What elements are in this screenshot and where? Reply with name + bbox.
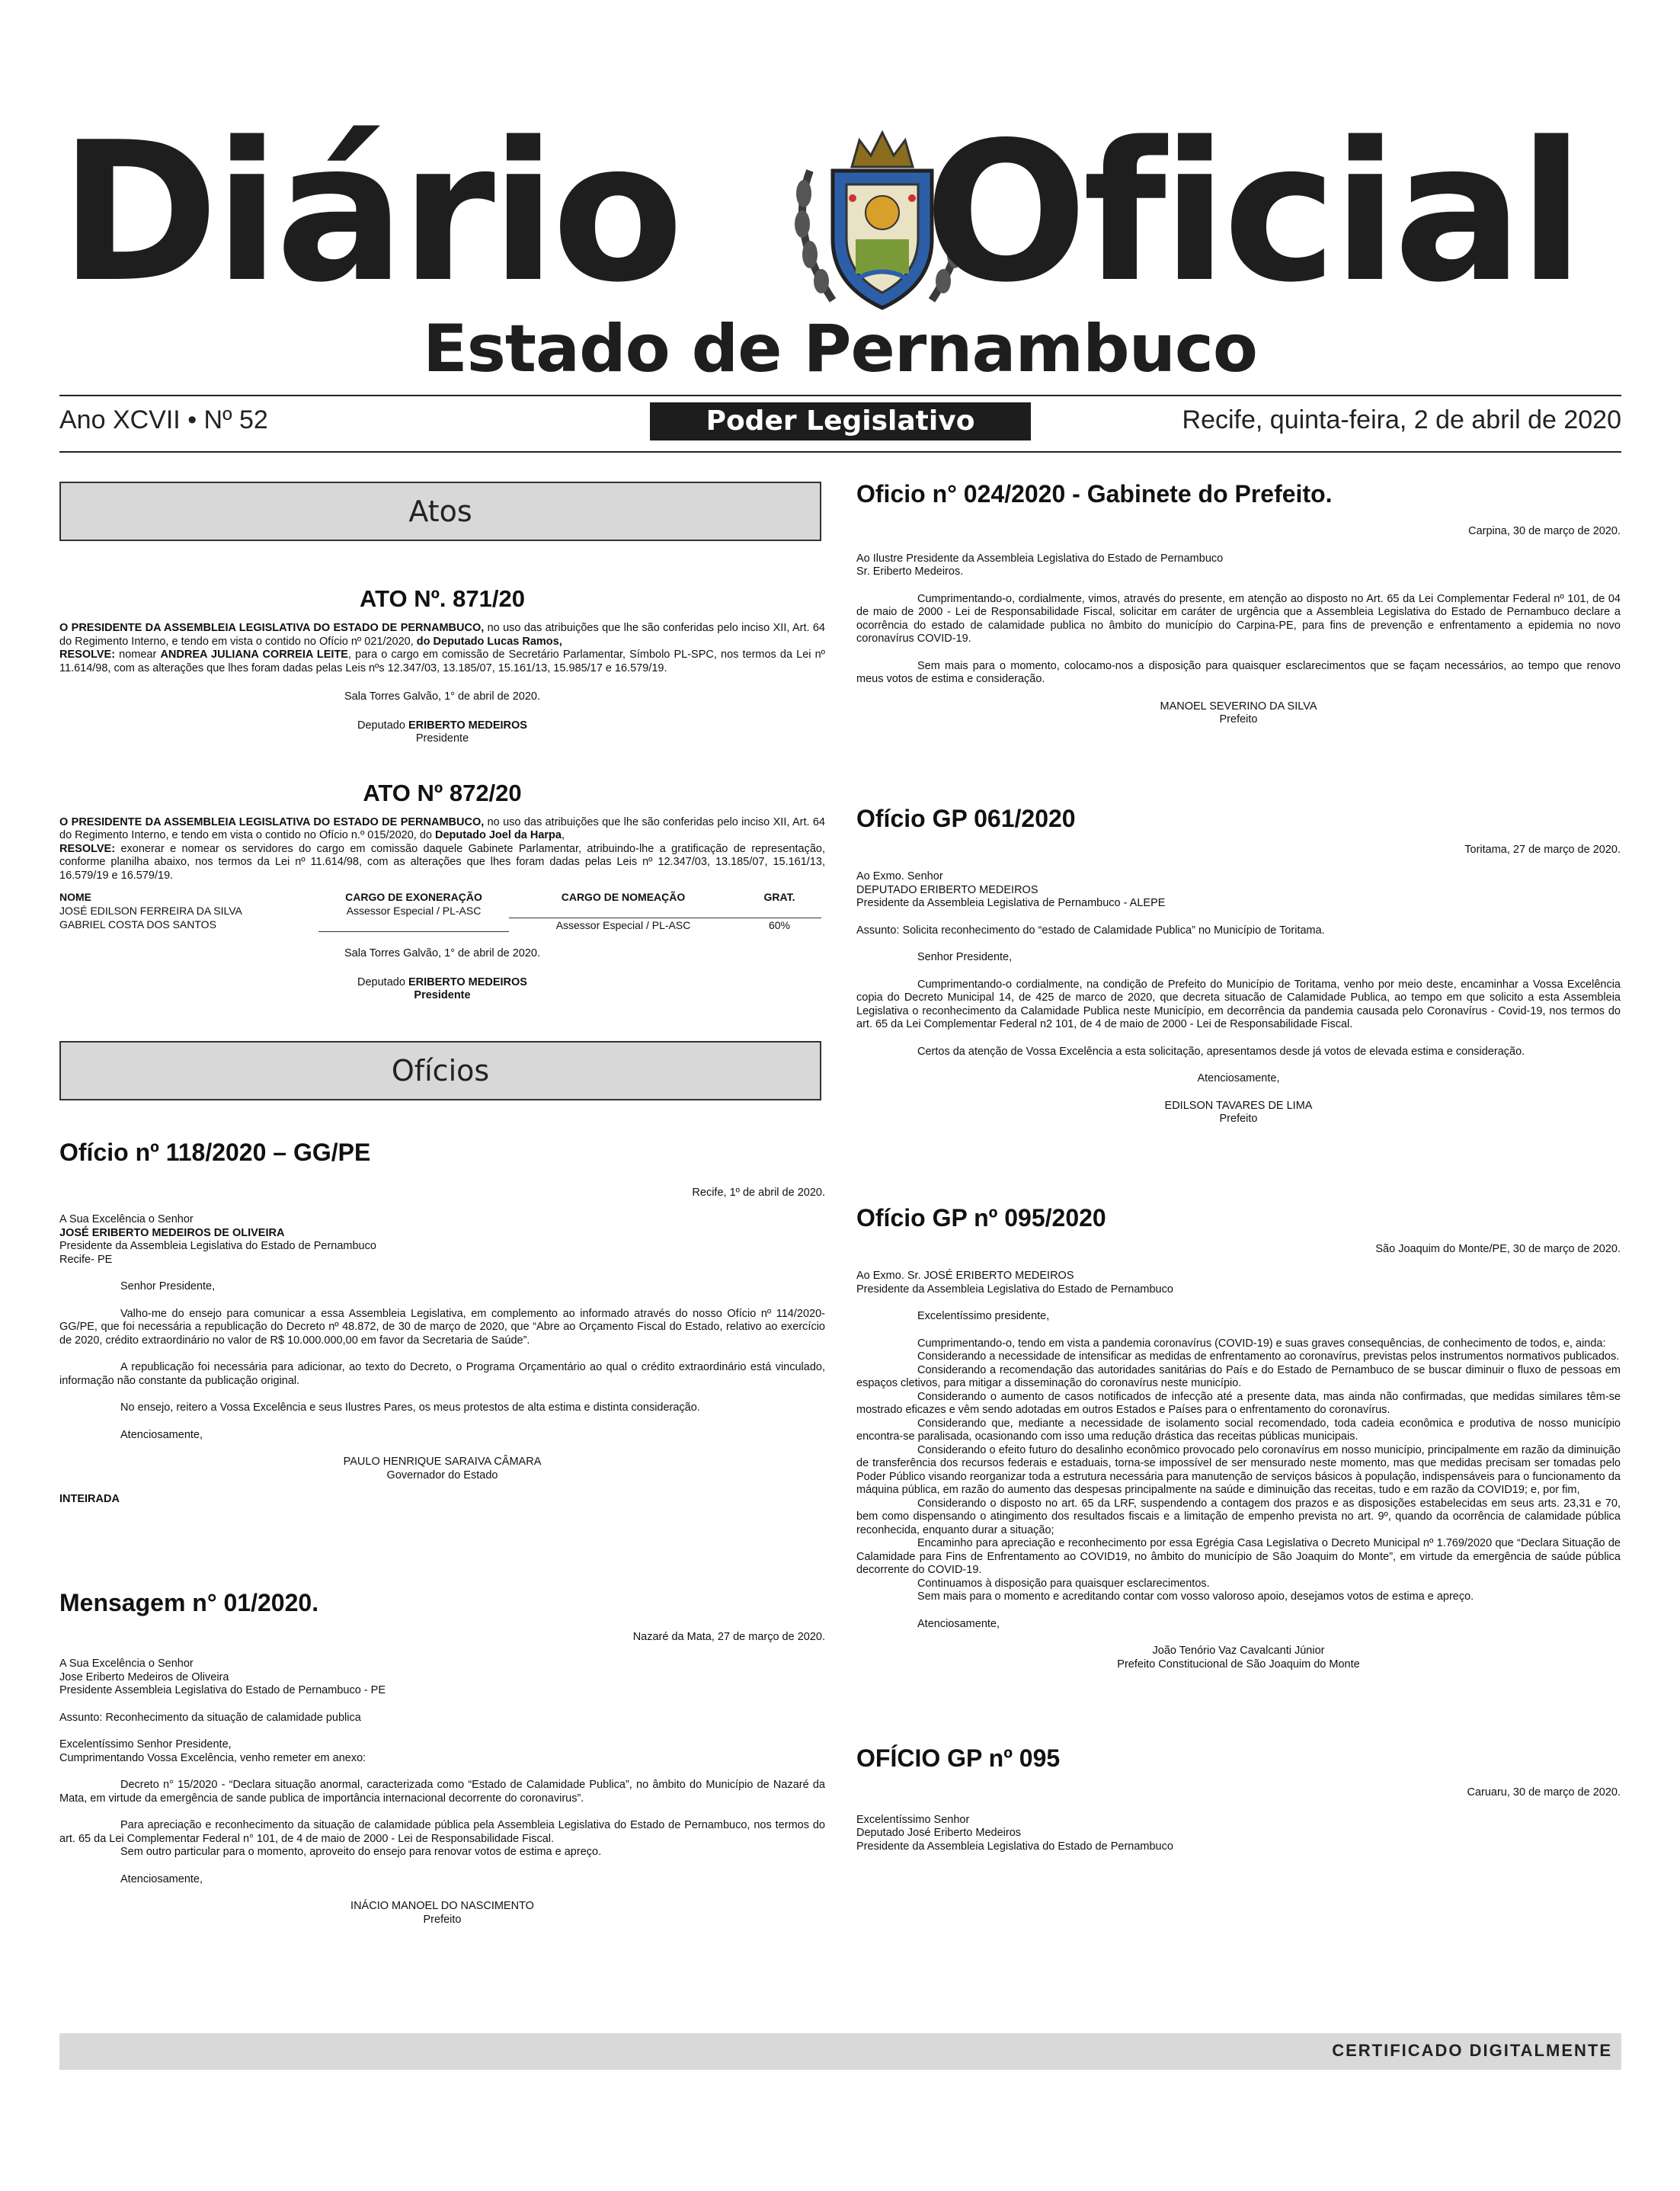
oficio-061-closing: Atenciosamente, xyxy=(1197,1072,1280,1084)
oficio-095-caruaru-title: OFÍCIO GP nº 095 xyxy=(856,1744,1061,1772)
mensagem-01-greeting-1: Excelentíssimo Senhor Presidente, xyxy=(59,1738,232,1751)
table-row xyxy=(59,904,821,918)
oficio-095-paragraph-10: Sem mais para o momento e acreditando contar com vosso valoroso apoio, desejamos votos de estima e apreço. xyxy=(917,1590,1474,1603)
oficio-061-title: Ofício GP 061/2020 xyxy=(856,804,1076,832)
mensagem-01-subject: Assunto: Reconhecimento da situação de calamidade publica xyxy=(59,1711,361,1724)
oficio-118-recipient-role: Presidente da Assembleia Legislativa do Estado de Pernambuco xyxy=(59,1240,376,1252)
oficio-095-date: São Joaquim do Monte/PE, 30 de março de 2020. xyxy=(1375,1242,1621,1255)
oficio-118-date: Recife, 1º de abril de 2020. xyxy=(692,1186,825,1199)
oficio-095-closing: Atenciosamente, xyxy=(917,1617,1000,1630)
table-cell xyxy=(509,904,738,918)
oficio-095-signer: João Tenório Vaz Cavalcanti Júnior xyxy=(1152,1645,1325,1657)
oficio-095-caruaru xyxy=(856,1744,1621,1853)
mensagem-01-greeting-2: Cumprimentando Vossa Excelência, venho remeter em anexo: xyxy=(59,1751,366,1764)
ato-871-title: ATO Nº. 871/20 xyxy=(360,585,525,612)
masthead-subtitle: Estado de Pernambuco xyxy=(423,311,1257,387)
footer-bar xyxy=(59,2033,1621,2070)
ato-871-role: Presidente xyxy=(415,732,469,745)
masthead-title-right: Oficial xyxy=(924,101,1580,325)
ato-871-paragraph-1: O PRESIDENTE DA ASSEMBLEIA LEGISLATIVA DO ESTADO DE PERNAMBUCO, no uso das atribuições que lhe são conferidas pelo inciso XII, Art. 64 do Regimento Interno, e tendo em vista o contido no Ofício nº 021/2020, do Deputado Lucas Ramos, xyxy=(59,622,825,648)
oficio-118-recipient-name: JOSÉ ERIBERTO MEDEIROS DE OLIVEIRA xyxy=(59,1226,285,1239)
oficio-118-paragraph-1: Valho-me do ensejo para comunicar a essa Assembleia Legislativa, em complemento ao informado através do nosso Ofício nº 114/2020-GG/PE, que foi necessária a republicação do Decreto nº 48.872, de 30 de março de 2020, que “Abre ao Orçamento Fiscal do Estado, relativo ao exercício de 2020, crédito extraordinário no valor de R$ 10.000.000,00 em favor da Secretaria de Saúde”. xyxy=(59,1307,825,1347)
mensagem-01-recipient: A Sua Excelência o Senhor xyxy=(59,1658,194,1670)
ato-872-role: Presidente xyxy=(414,989,471,1001)
oficio-095-recipient: Ao Exmo. Sr. JOSÉ ERIBERTO MEDEIROS xyxy=(856,1270,1074,1282)
ato-872-paragraph-2: RESOLVE: exonerar e nomear os servidores do cargo em comissão daquele Gabinete Parlamentar, atribuindo-lhe a gratificação de representação, conforme planilha abaixo, nos termos da Lei nº 11.614/98, com as alterações que lhes foram dadas pelas Leis nº 12.347/03, 13.185/07, 15.161/13, 16.579/19 e 16.579/19. xyxy=(59,842,825,882)
oficio-118-greeting: Senhor Presidente, xyxy=(120,1280,216,1292)
mensagem-01-title: Mensagem n° 01/2020. xyxy=(59,1588,319,1616)
masthead xyxy=(59,101,1621,325)
right-column xyxy=(856,472,1621,1853)
ato-871-paragraph-2: RESOLVE: nomear ANDREA JULIANA CORREIA LEITE, para o cargo em comissão de Secretário Parlamentar, Símbolo PL-SPC, nos termos da Lei nº 11.614/98, com as alterações que lhes foram dadas pelas Leis nºs 12.347/03, 13.185/07, 15.161/13, 15.985/17 e 16.579/19. xyxy=(59,649,825,674)
table-header-nomeacao: CARGO DE NOMEAÇÃO xyxy=(561,891,686,903)
oficio-095-caruaru-recipient: Excelentíssimo Senhor xyxy=(856,1813,970,1826)
oficio-061-paragraph-1: Cumprimentando-o cordialmente, na condição de Prefeito do Município de Toritama, venho por meio deste, encaminhar a Vossa Excelência copia do Decreto Municipal 14, de 425 de marco de 2020, que decreta situacão de Calamidade Publica, ao tempo em que solicito a esta Assembleia Legislativa o reconhecimento da Calamidade Publica neste Município, em decorrência da pandemia causada pelo Coronavírus - Covid-19, nos termos do art. 65 da Lei Complementar Federal n2 101, de 4 de maio de 2000 - Lei de Responsabilidade Fiscal. xyxy=(856,978,1621,1030)
mensagem-01-role: Prefeito xyxy=(423,1913,462,1926)
oficio-095-title: Ofício GP nº 095/2020 xyxy=(856,1203,1106,1232)
ato-872-paragraph-1: O PRESIDENTE DA ASSEMBLEIA LEGISLATIVA DO ESTADO DE PERNAMBUCO, no uso das atribuições que lhe são conferidas pelo inciso XII, Art. 64 do Regimento Interno, e tendo em vista o contido no Ofício n.º 015/2020, do Deputado Joel da Harpa, xyxy=(59,815,825,841)
table-cell: 60% xyxy=(768,918,791,931)
oficio-095-paragraph-2: Considerando a necessidade de intensificar as medidas de enfrentamento ao coronavírus, previstas pelos instrumentos normativos publicados. xyxy=(917,1350,1620,1363)
table-header-exoneracao: CARGO DE EXONERAÇÃO xyxy=(345,891,482,903)
oficio-061-role: Prefeito xyxy=(1219,1113,1258,1125)
oficio-095-paragraph-6: Considerando o efeito futuro do desalinho econômico provocado pelo coronavírus em nosso município, principalmente em razão da diminuição de transferência dos recursos federais e estaduais, torna-se impossível de ser mensurado neste momento, mas que medidas precisam ser tomadas pelo Poder Público visando reorganizar toda a estrutura necessária para manutenção de serviços básicos à população, indispensáveis para o funcionamento da máquina pública, em razão do aumento das despesas principalmente na saúde e diminuição das receitas, tudo e em razão da COVID19; e, por fim, xyxy=(856,1443,1621,1496)
oficio-061-subject: Assunto: Solicita reconhecimento do “estado de Calamidade Publica” no Município de Toritama. xyxy=(856,924,1325,937)
oficio-061 xyxy=(856,805,1621,1126)
oficio-095-caruaru-date: Caruaru, 30 de março de 2020. xyxy=(1467,1786,1621,1799)
oficio-061-recipient-role: Presidente da Assembleia Legislativa de Pernambuco - ALEPE xyxy=(856,897,1166,909)
oficios-section-header: Ofícios xyxy=(59,1041,821,1100)
ato-871-signer: Deputado ERIBERTO MEDEIROS xyxy=(357,719,527,732)
oficio-024-title: Oficio n° 024/2020 - Gabinete do Prefeito. xyxy=(856,480,1333,508)
oficio-061-paragraph-2: Certos da atenção de Vossa Excelência a esta solicitação, apresentamos desde já votos de elevada estima e consideração. xyxy=(917,1045,1525,1058)
ato-872-place-date: Sala Torres Galvão, 1° de abril de 2020. xyxy=(344,947,541,959)
edition-number: Ano XCVII • Nº 52 xyxy=(59,405,268,434)
table-cell: Assessor Especial / PL-ASC xyxy=(346,905,482,917)
mensagem-01-paragraph-2: Para apreciação e reconhecimento da situação de calamidade pública pela Assembleia Legislativa do Estado de Pernambuco, nos termos do art. 65 da Lei Complementar Federal n° 101, de 4 de maio de 2000 - Lei de Responsabilidade Fiscal. xyxy=(59,1819,825,1845)
ato-872-title: ATO Nº 872/20 xyxy=(363,779,522,806)
oficio-095-paragraph-8: Encaminho para apreciação e reconhecimento por essa Egrégia Casa Legislativa o Decreto Municipal nº 1.769/2020 que “Declara Situação de Calamidade para Fins de Enfrentamento ao COVID19, no âmbito do município de São Joaquim do Monte”, em virtude da emergência de saúde pública decorrente do COVID-19. xyxy=(856,1537,1621,1576)
table-row xyxy=(59,918,821,932)
mensagem-01-paragraph-3: Sem outro particular para o momento, aproveito do ensejo para renovar votos de estima e apreço. xyxy=(120,1846,602,1858)
masthead-title-left: Diário xyxy=(59,101,680,325)
edition-strip xyxy=(59,402,1621,445)
table-header-nome: NOME xyxy=(59,891,91,903)
oficio-118-note: INTEIRADA xyxy=(59,1493,120,1505)
oficio-061-recipient: Ao Exmo. Senhor xyxy=(856,870,943,882)
publication-date: Recife, quinta-feira, 2 de abril de 2020 xyxy=(1182,405,1621,434)
atos-section-header: Atos xyxy=(59,482,821,541)
mensagem-01-paragraph-1: Decreto n° 15/2020 - “Declara situação anormal, caracterizada como “Estado de Calamidade Publica”, no âmbito do Município de Nazaré da Mata, em virtude da emergência de sande publica de importância internacional decorrente do coronavirus”. xyxy=(59,1779,825,1805)
oficio-095-paragraph-5: Considerando que, mediante a necessidade de isolamento social recomendado, toda cadeia econômica e produtiva de nosso município encontra-se paralisada, ocasionando com isso uma redução drástica das receitas públicas municipais. xyxy=(856,1417,1621,1443)
ato-872-table xyxy=(59,890,821,932)
oficio-061-signer: EDILSON TAVARES DE LIMA xyxy=(1164,1099,1313,1112)
oficio-095-paragraph-9: Continuamos à disposição para quaisquer esclarecimentos. xyxy=(917,1577,1210,1590)
oficio-024-paragraph-1: Cumprimentando-o, cordialmente, vimos, através do presente, em atenção ao disposto no Art. 65 da Lei Complementar Federal nº 101, de 04 de maio de 2000 - Lei de Responsabilidade Fiscal, solicitar em caráter de urgência que a Assembleia Legislativa do Estado de Pernambuco declare a ocorrência do estado de calamidade publica no âmbito do município do Carpina-PE, para fins de prevenção e enfrentamento a epidemia no novo coronavírus COVID-19. xyxy=(856,592,1621,645)
oficio-024-recipient: Ao Ilustre Presidente da Assembleia Legislativa do Estado de Pernambuco xyxy=(856,552,1224,565)
table-cell xyxy=(738,904,821,918)
section-label: Poder Legislativo xyxy=(650,402,1031,440)
mensagem-01-date: Nazaré da Mata, 27 de março de 2020. xyxy=(632,1630,825,1643)
table-cell: JOSÉ EDILSON FERREIRA DA SILVA xyxy=(59,905,242,917)
oficio-118-role: Governador do Estado xyxy=(386,1469,498,1481)
table-header-grat: GRAT. xyxy=(763,891,795,903)
oficio-095-role: Prefeito Constitucional de São Joaquim do Monte xyxy=(1117,1658,1360,1670)
masthead-bottom-rule xyxy=(59,451,1621,453)
oficio-118-recipient-city: Recife- PE xyxy=(59,1253,113,1266)
mensagem-01-closing: Atenciosamente, xyxy=(120,1872,203,1885)
oficio-095-greeting: Excelentíssimo presidente, xyxy=(917,1310,1050,1322)
oficio-095-paragraph-3: Considerando a recomendação das autoridades sanitárias do País e do Estado de Pernambuco de se buscar diminuir o fluxo de pessoas em espaços cletivos, para mitigar a disseminação do coronavírus neste município. xyxy=(856,1363,1621,1389)
oficio-024-signer: MANOEL SEVERINO DA SILVA xyxy=(1160,700,1317,713)
oficio-061-date: Toritama, 27 de março de 2020. xyxy=(1464,843,1621,856)
oficio-118-closing: Atenciosamente, xyxy=(120,1428,203,1441)
oficio-118 xyxy=(59,1139,825,1507)
oficio-024-date: Carpina, 30 de março de 2020. xyxy=(1468,525,1621,537)
masthead-top-rule xyxy=(59,395,1621,396)
mensagem-01 xyxy=(59,1589,825,1927)
oficio-024-recipient-name: Sr. Eriberto Medeiros. xyxy=(856,565,964,578)
oficio-061-recipient-name: DEPUTADO ERIBERTO MEDEIROS xyxy=(856,883,1038,896)
oficio-118-paragraph-3: No ensejo, reitero a Vossa Excelência e seus Ilustres Pares, os meus protestos de alta estima e distinta consideração. xyxy=(120,1401,700,1414)
oficio-061-greeting: Senhor Presidente, xyxy=(917,951,1013,963)
table-cell: Assessor Especial / PL-ASC xyxy=(555,918,691,931)
oficio-095-paragraph-1: Cumprimentando-o, tendo em vista a pandemia coronavírus (COVID-19) e suas graves consequências, de conhecimento de todos, e, ainda: xyxy=(917,1337,1606,1350)
oficio-095 xyxy=(856,1204,1621,1672)
oficio-024-paragraph-2: Sem mais para o momento, colocamo-nos a disposição para quaisquer esclarecimentos que se façam necessários, ao tempo que renovo meus votos de estima e consideração. xyxy=(856,659,1621,685)
ato-871-place-date: Sala Torres Galvão, 1° de abril de 2020. xyxy=(344,690,541,703)
mensagem-01-recipient-role: Presidente Assembleia Legislativa do Estado de Pernambuco - PE xyxy=(59,1684,386,1696)
oficio-118-recipient: A Sua Excelência o Senhor xyxy=(59,1213,194,1225)
oficio-118-title: Ofício nº 118/2020 – GG/PE xyxy=(59,1138,371,1166)
oficio-118-paragraph-2: A republicação foi necessária para adicionar, ao texto do Decreto, o Programa Orçamentário ao qual o crédito extraordinário está vinculado, informação não constante da publicação original. xyxy=(59,1361,825,1387)
left-column xyxy=(59,472,825,1927)
oficio-024-role: Prefeito xyxy=(1219,713,1258,726)
oficio-095-recipient-role: Presidente da Assembleia Legislativa do Estado de Pernambuco xyxy=(856,1283,1173,1296)
ato-872 xyxy=(59,780,825,1003)
oficio-024 xyxy=(856,480,1621,727)
oficio-095-paragraph-4: Considerando o aumento de casos notificados de infecção até a presente data, mas ainda não confirmadas, que medidas similares têm-se mostrado eficazes e vêm sendo adotadas em outros Estados e Países para o enfrentamento do coronavírus. xyxy=(856,1390,1621,1416)
oficio-095-caruaru-recipient-name: Deputado José Eriberto Medeiros xyxy=(856,1827,1022,1839)
table-cell xyxy=(318,918,509,932)
oficio-118-signer: PAULO HENRIQUE SARAIVA CÂMARA xyxy=(343,1456,542,1468)
ato-871 xyxy=(59,585,825,746)
ato-872-signer: Deputado ERIBERTO MEDEIROS xyxy=(357,975,527,988)
mensagem-01-signer: INÁCIO MANOEL DO NASCIMENTO xyxy=(350,1900,534,1912)
oficio-095-caruaru-recipient-role: Presidente da Assembleia Legislativa do Estado de Pernambuco xyxy=(856,1840,1173,1853)
mensagem-01-recipient-name: Jose Eriberto Medeiros de Oliveira xyxy=(59,1670,229,1683)
table-cell: GABRIEL COSTA DOS SANTOS xyxy=(59,918,216,931)
oficio-095-paragraph-7: Considerando o disposto no art. 65 da LRF, suspendendo a contagem dos prazos e as disposições estabelecidas em seus arts. 23,31 e 70, bem como dispensando o atingimento dos resultados fiscais e a limitação de empenho prevista no art. 9º, quando da ocorrência de calamidade pública reconhecida, enquanto durar a situação; xyxy=(856,1497,1621,1536)
table-header-row xyxy=(59,890,821,904)
certified-label: CERTIFICADO DIGITALMENTE xyxy=(1332,2041,1612,2060)
